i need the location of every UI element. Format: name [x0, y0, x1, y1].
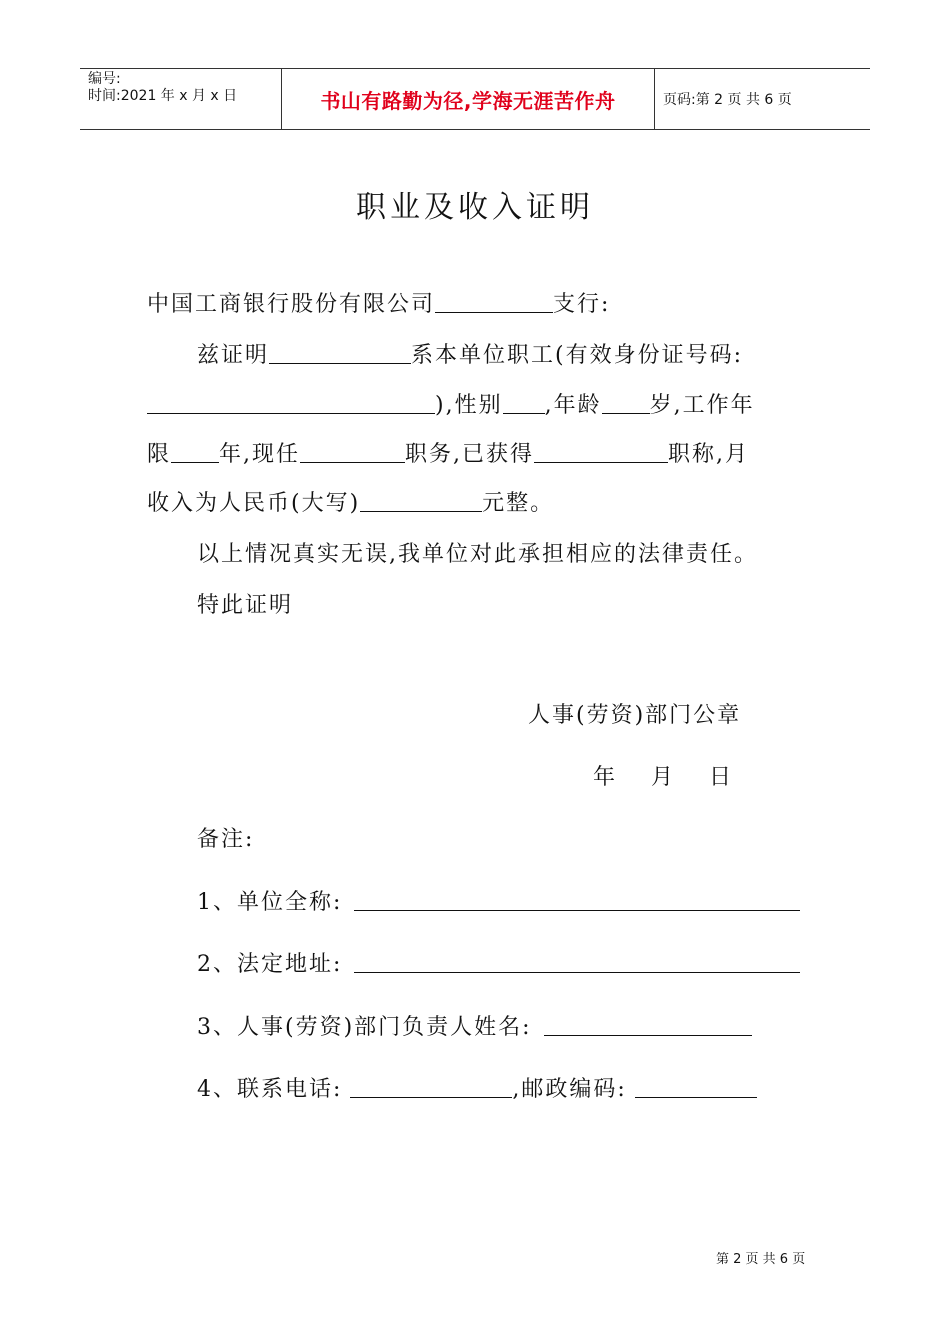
- title-blank[interactable]: [534, 440, 668, 463]
- income-text: 收入为人民币(大写): [147, 491, 361, 516]
- gender-blank[interactable]: [503, 391, 545, 414]
- header-meta: [80, 69, 282, 129]
- time-label: 时间:2021 年 x 月 x 日: [88, 88, 238, 104]
- header-page-label: 页码:第 2 页 共 6 页: [663, 92, 792, 108]
- document-title: 职业及收入证明: [356, 190, 594, 225]
- phone-label: 4、联系电话:: [197, 1077, 343, 1102]
- hr-head-label: 3、人事(劳资)部门负责人姓名:: [197, 1015, 532, 1040]
- address-blank[interactable]: [354, 950, 800, 973]
- id-number-blank[interactable]: [147, 391, 435, 414]
- obtained-text: 职务,已获得: [405, 442, 535, 467]
- age-blank[interactable]: [602, 391, 650, 414]
- day-label: 日: [709, 765, 734, 790]
- position-blank[interactable]: [300, 440, 405, 463]
- address-label: 2、法定地址:: [197, 952, 343, 977]
- note-2: [197, 950, 800, 980]
- years-blank[interactable]: [171, 440, 219, 463]
- name-blank[interactable]: [269, 341, 411, 364]
- certify-text: 兹证明: [197, 343, 270, 368]
- addressee-line: [147, 290, 610, 320]
- branch-blank[interactable]: [435, 290, 553, 313]
- year-label: 年: [593, 765, 618, 790]
- gender-label: ),性别: [435, 393, 503, 418]
- org-name-label: 1、单位全称:: [197, 890, 343, 915]
- bank-name: 中国工商银行股份有限公司: [147, 292, 436, 317]
- age-label: ,年龄: [544, 393, 602, 418]
- current-text: 年,现任: [219, 442, 301, 467]
- postcode-blank[interactable]: [635, 1075, 757, 1098]
- certify-line-2: [147, 391, 755, 421]
- notes-label: 备注:: [197, 827, 255, 852]
- month-label: 月: [651, 765, 676, 790]
- income-blank[interactable]: [360, 489, 482, 512]
- note-3: [197, 1013, 752, 1043]
- date-line: [593, 763, 733, 793]
- page-footer: 第 2 页 共 6 页: [716, 1252, 806, 1267]
- phone-blank[interactable]: [350, 1075, 512, 1098]
- statement-line: 以上情况真实无误,我单位对此承担相应的法律责任。: [197, 542, 758, 567]
- monthly-text: 职称,月: [668, 442, 750, 467]
- note-4: [197, 1075, 757, 1105]
- postcode-label: ,邮政编码:: [512, 1077, 627, 1102]
- yuan-text: 元整。: [482, 491, 555, 516]
- work-years-label: 岁,工作年: [649, 393, 755, 418]
- hr-head-blank[interactable]: [544, 1013, 752, 1036]
- note-1: [197, 888, 800, 918]
- hereby-line: 特此证明: [197, 593, 294, 618]
- certify-line-4: [147, 489, 554, 519]
- limit-text: 限: [147, 442, 172, 467]
- number-label: 编号:: [88, 71, 121, 87]
- certify-line-3: [147, 440, 749, 470]
- org-name-blank[interactable]: [354, 888, 800, 911]
- employee-text: 系本单位职工(有效身份证号码:: [411, 343, 744, 368]
- header-motto: 书山有路勤为径,学海无涯苦作舟: [282, 69, 655, 129]
- branch-suffix: 支行:: [553, 292, 611, 317]
- page-header: [80, 68, 870, 130]
- certify-line-1: [197, 341, 743, 371]
- stamp-label: 人事(劳资)部门公章: [528, 703, 742, 728]
